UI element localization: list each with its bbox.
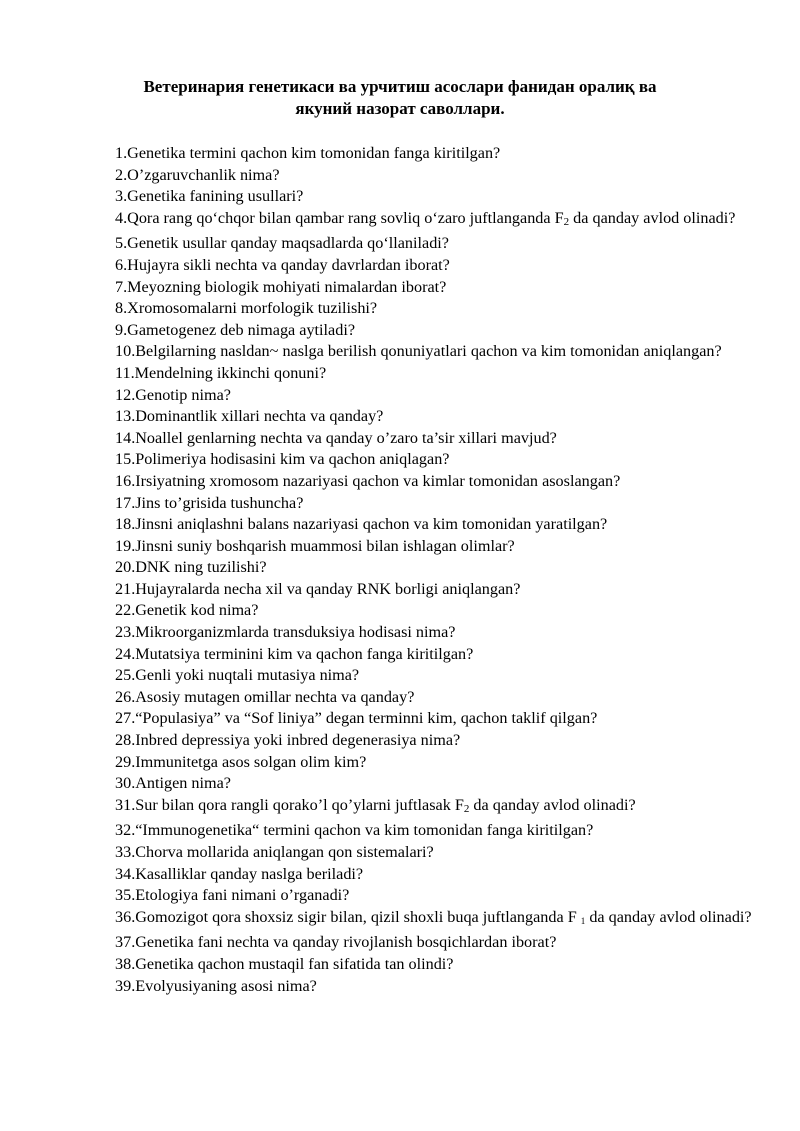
- question-text: 31.Sur bilan qora rangli qorako’l qo’ylarni juftlasak F: [115, 795, 464, 814]
- question-item: [115, 143, 755, 165]
- question-item: [115, 976, 755, 998]
- question-subscript: 1: [580, 915, 586, 926]
- question-text: 34.Kasalliklar qanday naslga beriladi?: [115, 864, 364, 883]
- question-text: 11.Mendelning ikkinchi qonuni?: [115, 363, 327, 382]
- question-item: [115, 752, 755, 774]
- question-text: 38.Genetika qachon mustaqil fan sifatida tan olindi?: [115, 954, 454, 973]
- document-title: [100, 76, 700, 120]
- question-text: 29.Immunitetga asos solgan olim kim?: [115, 752, 367, 771]
- document-title-line-1: Ветеринария генетикаси ва урчитиш асослари фанидан оралиқ ва: [143, 77, 657, 96]
- question-text: 25.Genli yoki nuqtali mutasiya nima?: [115, 666, 360, 685]
- question-item: [115, 773, 755, 795]
- question-item: [115, 644, 755, 666]
- question-text: 1.Genetika termini qachon kim tomonidan fanga kiritilgan?: [115, 144, 501, 162]
- question-subscript: 2: [563, 215, 570, 228]
- question-item: [115, 687, 755, 709]
- question-subscript: 2: [463, 802, 470, 815]
- question-text: 28.Inbred depressiya yoki inbred degenerasiya nima?: [115, 731, 461, 750]
- question-text: 24.Mutatsiya terminini kim va qachon fanga kiritilgan?: [115, 644, 474, 663]
- question-text-continued: da qanday avlod olinadi?: [469, 795, 636, 814]
- question-item: [115, 449, 755, 471]
- question-text: 6.Hujayra sikli nechta va qanday davrlardan iborat?: [115, 255, 450, 274]
- question-text: 9.Gametogenez deb nimaga aytiladi?: [115, 320, 356, 339]
- question-item: [115, 864, 755, 886]
- question-text: 35.Etologiya fani nimani o’rganadi?: [115, 886, 350, 905]
- question-text-continued: da qanday avlod olinadi?: [585, 907, 752, 926]
- question-item: [115, 795, 755, 821]
- question-item: [115, 277, 755, 299]
- question-text: 19.Jinsni suniy boshqarish muammosi bilan ishlagan olimlar?: [115, 536, 515, 555]
- question-text: 22.Genetik kod nima?: [115, 601, 259, 620]
- question-text: 13.Dominantlik xillari nechta va qanday?: [115, 407, 384, 426]
- question-text: 39.Evolyusiyaning asosi nima?: [115, 976, 317, 995]
- question-item: [115, 730, 755, 752]
- question-text: 21.Hujayralarda necha xil va qanday RNK borligi aniqlangan?: [115, 579, 521, 598]
- question-item: [115, 600, 755, 622]
- question-item: [115, 907, 755, 933]
- question-text: 18.Jinsni aniqlashni balans nazariyasi qachon va kim tomonidan yaratilgan?: [115, 515, 608, 534]
- question-item: [115, 320, 755, 342]
- question-item: [115, 665, 755, 687]
- question-item: [115, 406, 755, 428]
- question-item: [115, 165, 755, 187]
- question-text: 32.“Immunogenetika“ termini qachon va kim tomonidan fanga kiritilgan?: [115, 821, 594, 840]
- question-item: [115, 932, 755, 954]
- question-item: [115, 186, 755, 208]
- question-item: [115, 363, 755, 385]
- question-item: [115, 385, 755, 407]
- question-item: [115, 579, 755, 601]
- question-text: 12.Genotip nima?: [115, 385, 231, 404]
- question-text: 23.Mikroorganizmlarda transduksiya hodisasi nima?: [115, 623, 456, 642]
- question-text: 37.Genetika fani nechta va qanday rivojlanish bosqichlardan iborat?: [115, 933, 557, 952]
- question-item: [115, 820, 755, 842]
- question-item: [115, 842, 755, 864]
- question-text: 17.Jins to’grisida tushuncha?: [115, 493, 304, 512]
- question-item: [115, 208, 755, 234]
- question-item: [115, 428, 755, 450]
- question-item: [115, 708, 755, 730]
- question-text: 20.DNK ning tuzilishi?: [115, 558, 267, 577]
- question-item: [115, 233, 755, 255]
- question-text: 8.Xromosomalarni morfologik tuzilishi?: [115, 299, 378, 318]
- question-text: 7.Meyozning biologik mohiyati nimalardan iborat?: [115, 277, 447, 296]
- question-text: 10.Belgilarning nasldan~ naslga berilish qonuniyatlari qachon va kim tomonidan aniqlangan?: [115, 342, 722, 361]
- question-item: [115, 341, 755, 363]
- question-text: 14.Noallel genlarning nechta va qanday o’zaro ta’sir xillari mavjud?: [115, 428, 557, 447]
- question-item: [115, 471, 755, 493]
- question-item: [115, 298, 755, 320]
- question-item: [115, 536, 755, 558]
- question-item: [115, 255, 755, 277]
- question-text: 30.Antigen nima?: [115, 774, 231, 793]
- question-text: 16.Irsiyatning xromosom nazariyasi qachon va kimlar tomonidan asoslangan?: [115, 471, 621, 490]
- question-text: 5.Genetik usullar qanday maqsadlarda qo‘llaniladi?: [115, 234, 449, 253]
- question-text: 4.Qora rang qo‘chqor bilan qambar rang sovliq o‘zaro juftlanganda F: [115, 208, 564, 227]
- question-text-continued: da qanday avlod olinadi?: [569, 208, 736, 227]
- question-text: 27.“Populasiya” va “Sof liniya” degan terminni kim, qachon taklif qilgan?: [115, 709, 598, 728]
- document-title-line-2: якуний назорат саволлари.: [295, 99, 505, 118]
- question-list: [115, 143, 755, 997]
- question-text: 2.O’zgaruvchanlik nima?: [115, 165, 280, 184]
- question-text: 15.Polimeriya hodisasini kim va qachon aniqlagan?: [115, 450, 450, 469]
- question-item: [115, 557, 755, 579]
- question-text: 33.Chorva mollarida aniqlangan qon sistemalari?: [115, 843, 434, 861]
- question-item: [115, 954, 755, 976]
- question-text: 26.Asosiy mutagen omillar nechta va qanday?: [115, 687, 415, 706]
- question-item: [115, 885, 755, 907]
- question-item: [115, 493, 755, 515]
- question-text: 36.Gomozigot qora shoxsiz sigir bilan, qizil shoxli buqa juftlanganda F: [115, 907, 581, 926]
- question-item: [115, 622, 755, 644]
- question-item: [115, 514, 755, 536]
- question-text: 3.Genetika fanining usullari?: [115, 187, 304, 206]
